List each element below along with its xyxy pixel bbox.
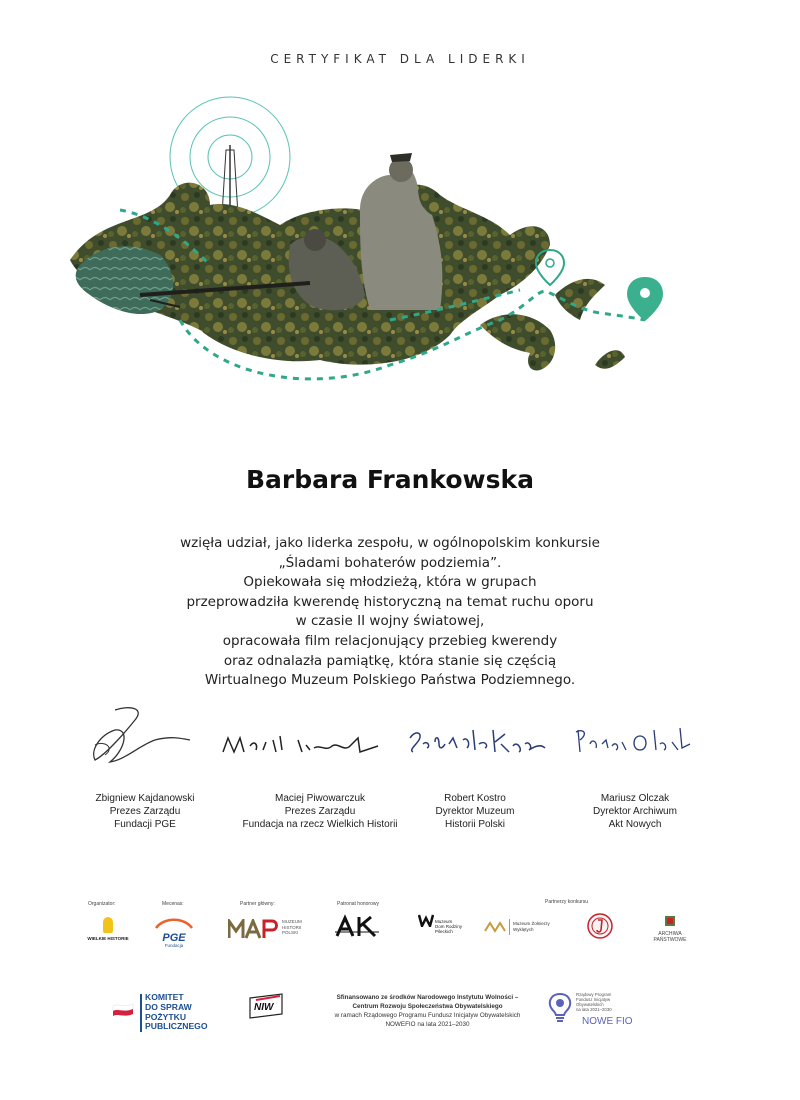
- signer-name: Mariusz Olczak: [600, 793, 670, 804]
- archive-line: PAŃSTWOWE: [653, 937, 687, 943]
- komitet-pozytku-publicznego-logo: [112, 992, 224, 1034]
- certificate-body: [100, 534, 680, 691]
- organizer-name: WIELKIE HISTORIE: [87, 936, 129, 941]
- signer-role: Dyrektor Muzeum: [435, 806, 515, 817]
- committee-line: DO SPRAW: [145, 1001, 192, 1012]
- signer-role: Prezes Zarządu: [109, 806, 181, 817]
- map-pin-filled-icon: [627, 277, 663, 321]
- muzeum-historii-polski-logo: [228, 917, 310, 941]
- mhp-line: POLSKI: [282, 930, 299, 935]
- body-line: przeprowadziła kwerendę historyczną na temat ruchu oporu: [186, 593, 594, 610]
- fio-line: na lata 2021–2030: [576, 1007, 612, 1012]
- fio-line: Rządowy Program: [576, 992, 612, 997]
- signer-org: Fundacji PGE: [114, 819, 176, 830]
- pge-sub: Fundacja: [164, 943, 184, 948]
- signature-kostro: [405, 700, 555, 780]
- funding-line: Centrum Rozwoju Społeczeństwa Obywatelskiego: [352, 1003, 503, 1010]
- funding-line: Sfinansowano ze środków Narodowego Instytutu Wolności –: [336, 994, 519, 1001]
- signer-olczak: [545, 792, 725, 831]
- signer-role: Dyrektor Archiwum: [593, 806, 677, 817]
- body-line: Opiekowała się młodzieżą, która w grupach: [243, 574, 537, 591]
- wielkie-historie-icon: [103, 917, 113, 933]
- armia-krajowa-logo: [335, 914, 381, 938]
- mhp-line: HISTORII: [282, 924, 302, 930]
- funding-line: w ramach Rządowego Programu Fundusz Inicjatyw Obywatelskich: [334, 1012, 521, 1019]
- wykleci-line: Muzeum Żołnierzy: [513, 921, 550, 926]
- body-line: Wirtualnego Muzeum Polskiego Państwa Podziemnego.: [204, 672, 576, 689]
- niw-logo: [244, 992, 294, 1032]
- fio-name: NOWE FIO: [582, 1016, 633, 1027]
- pilecki-line: Pileckich: [435, 929, 453, 934]
- pilecki-line: Muzeum: [435, 919, 453, 924]
- signer-org: Akt Nowych: [608, 819, 662, 830]
- pge-logo: [150, 914, 198, 948]
- polish-flag-icon: [112, 1002, 134, 1016]
- wielkie-historie-logo: [86, 917, 130, 941]
- funding-statement: [300, 993, 555, 1029]
- body-line: wzięła udział, jako liderka zespołu, w ogólnopolskim konkursie: [180, 535, 600, 551]
- organizer-label: Organizator:: [88, 901, 116, 907]
- contest-partner-seal-logo: [586, 912, 614, 940]
- hero-illustration: [60, 95, 680, 415]
- signer-org: Historii Polski: [444, 819, 505, 830]
- committee-line: KOMITET: [145, 992, 184, 1002]
- recipient-name: Barbara Frankowska: [245, 465, 534, 494]
- signer-kajdanowski: [55, 792, 235, 831]
- body-line: w czasie II wojny światowej,: [295, 613, 485, 630]
- fio-line: Fundusz Inicjatyw: [576, 997, 611, 1002]
- contest-partners-label: Partnerzy konkursu: [545, 899, 589, 905]
- wykleci-chevron-icon: [484, 921, 506, 933]
- niw-label: NIW: [254, 1002, 274, 1013]
- signature-kajdanowski: [85, 700, 195, 780]
- archive-line: ARCHIWA: [658, 931, 682, 937]
- nowe-fio-logo: [548, 990, 648, 1034]
- wykleci-line: Wyklętych: [513, 927, 534, 932]
- signer-name: Zbigniew Kajdanowski: [95, 793, 195, 804]
- funding-line: NOWEFIO na lata 2021–2030: [385, 1021, 470, 1028]
- pge-arc-icon: [154, 917, 194, 929]
- signature-olczak: [570, 700, 700, 780]
- pge-name: PGE: [162, 932, 186, 944]
- body-line: oraz odnalazła pamiątkę, która stanie się częścią: [223, 652, 557, 669]
- main-partner-label: Partner główny:: [240, 901, 275, 907]
- committee-line: PUBLICZNEGO: [145, 1021, 208, 1032]
- body-line: „Śladami bohaterów podziemia”.: [278, 554, 502, 571]
- signer-kostro: [385, 792, 565, 831]
- pilecki-line: Dom Rodziny: [435, 924, 463, 929]
- archiwa-panstwowe-logo: [645, 912, 695, 943]
- signer-org: Fundacja na rzecz Wielkich Historii: [242, 819, 398, 830]
- mhp-line: MUZEUM: [282, 919, 302, 924]
- honorary-patronage-label: Patronat honorowy: [337, 901, 379, 907]
- signer-name: Robert Kostro: [444, 793, 506, 804]
- certificate-title: CERTYFIKAT DLA LIDERKI: [270, 52, 530, 66]
- lightbulb-icon: [548, 992, 572, 1022]
- body-line: opracowała film relacjonujący przebieg kwerendy: [222, 632, 558, 649]
- pilecki-w-icon: [418, 913, 434, 927]
- committee-line: POŻYTKU: [145, 1011, 187, 1022]
- signer-name: Maciej Piwowarczuk: [274, 793, 366, 804]
- muzeum-dom-rodziny-pileckich-logo: [418, 913, 478, 941]
- muzeum-zolnierzy-wykletych-logo: [484, 918, 569, 940]
- fio-line: Obywatelskich: [576, 1002, 604, 1007]
- mhp-letters-icon: [228, 919, 280, 939]
- patron-label: Mecenas:: [162, 901, 184, 907]
- signer-role: Prezes Zarządu: [284, 806, 356, 817]
- archive-emblem-icon: [664, 915, 676, 927]
- signature-piwowarczuk: [218, 700, 383, 780]
